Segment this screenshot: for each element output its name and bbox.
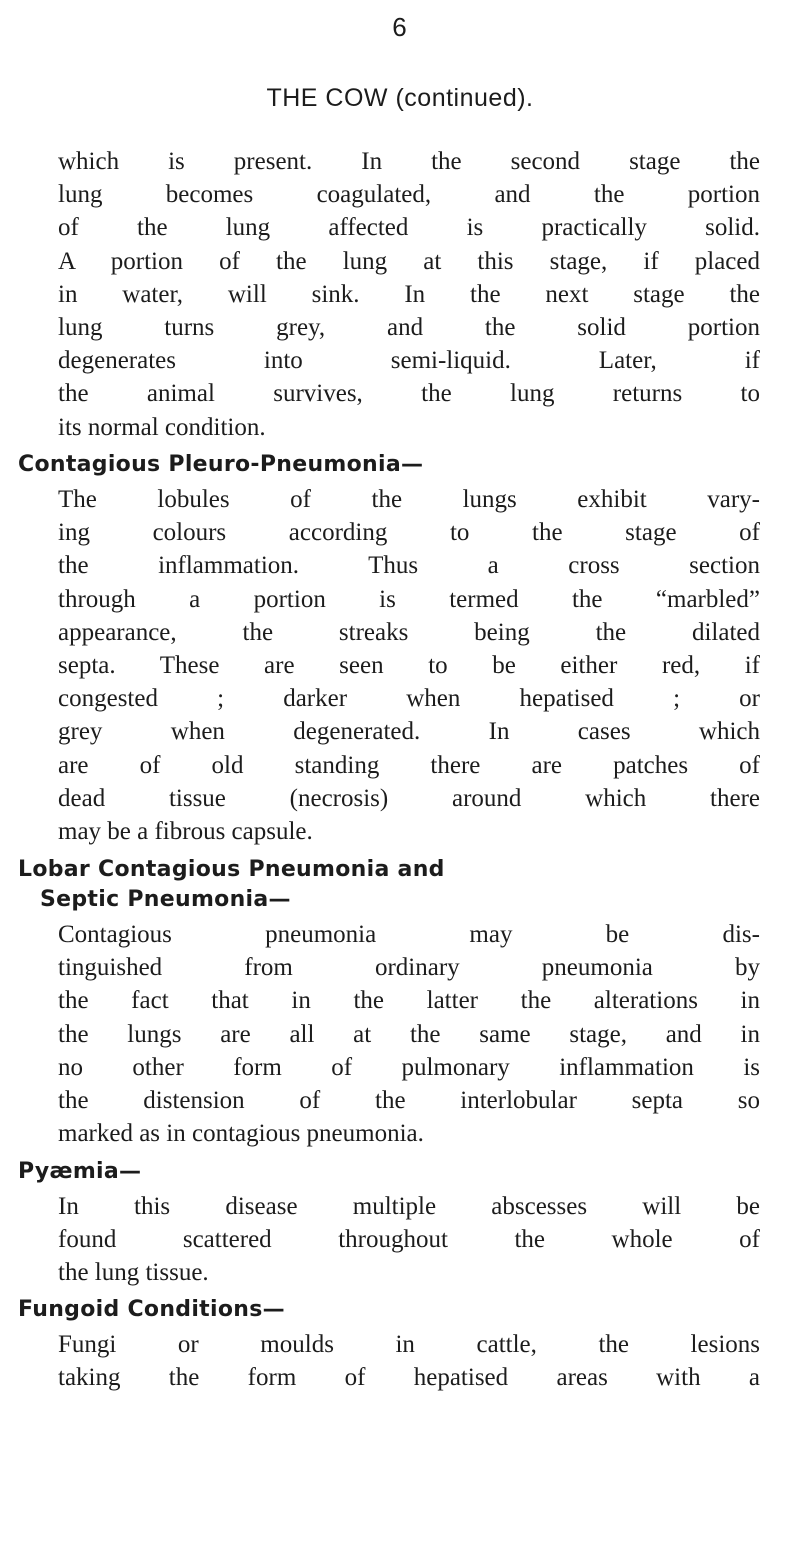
- text-line: through a portion is termed the “marbled”: [58, 585, 760, 613]
- section-heading-pyaemia: Pyæmia—: [18, 1159, 142, 1184]
- text-line: septa. These are seen to be either red, if: [58, 652, 760, 680]
- text-line: the inflammation. Thus a cross section: [58, 552, 760, 580]
- section-paragraph-contagious-pleuro-pneumonia: [58, 483, 760, 848]
- running-head: THE COW (continued).: [266, 84, 534, 112]
- section-heading-contagious-pleuro-pneumonia: Contagious Pleuro-Pneumonia—: [18, 452, 424, 477]
- text-line: lung turns grey, and the solid portion: [58, 314, 760, 342]
- text-line: taking the form of hepatised areas with a: [58, 1364, 760, 1392]
- text-line: A portion of the lung at this stage, if placed: [58, 247, 760, 275]
- text-line: the fact that in the latter the alterations in: [58, 987, 760, 1015]
- text-line: of the lung affected is practically solid.: [58, 214, 760, 242]
- text-line: In this disease multiple abscesses will be: [58, 1193, 760, 1220]
- text-line: Contagious pneumonia may be dis-: [58, 921, 760, 948]
- text-line: dead tissue (necrosis) around which there: [58, 784, 760, 812]
- text-line: which is present. In the second stage the: [58, 148, 760, 175]
- text-line: congested ; darker when hepatised ; or: [58, 685, 760, 713]
- section-paragraph-fungoid-conditions: [58, 1328, 760, 1394]
- text-line: degenerates into semi-liquid. Later, if: [58, 347, 760, 375]
- text-line: appearance, the streaks being the dilated: [58, 618, 760, 646]
- text-line: the lung tissue.: [58, 1259, 209, 1287]
- section-heading-lobar-contagious-pneumonia: Lobar Contagious Pneumonia and Septic Pneumonia—: [18, 857, 445, 912]
- section-heading-fungoid-conditions: Fungoid Conditions—: [18, 1297, 285, 1322]
- text-line: lung becomes coagulated, and the portion: [58, 181, 760, 209]
- text-line: the distension of the interlobular septa so: [58, 1087, 760, 1115]
- text-line: The lobules of the lungs exhibit vary-: [58, 486, 760, 513]
- text-line: no other form of pulmonary inflammation is: [58, 1053, 760, 1081]
- text-line: Fungi or moulds in cattle, the lesions: [58, 1331, 760, 1358]
- text-line: are of old standing there are patches of: [58, 751, 760, 779]
- text-line: ing colours according to the stage of: [58, 519, 760, 547]
- text-line: tinguished from ordinary pneumonia by: [58, 954, 760, 982]
- text-line: may be a fibrous capsule.: [58, 818, 313, 846]
- text-line: the lungs are all at the same stage, and in: [58, 1020, 760, 1048]
- text-line: grey when degenerated. In cases which: [58, 718, 760, 746]
- text-line: the animal survives, the lung returns to: [58, 380, 760, 408]
- text-line: marked as in contagious pneumonia.: [58, 1120, 424, 1148]
- text-line: its normal condition.: [58, 413, 266, 441]
- intro-paragraph: [58, 145, 760, 444]
- text-line: in water, will sink. In the next stage the: [58, 280, 760, 308]
- text-line: found scattered throughout the whole of: [58, 1226, 760, 1254]
- page-number: 6: [392, 12, 408, 42]
- section-paragraph-pyaemia: [58, 1190, 760, 1290]
- section-paragraph-lobar-contagious-pneumonia: [58, 918, 760, 1150]
